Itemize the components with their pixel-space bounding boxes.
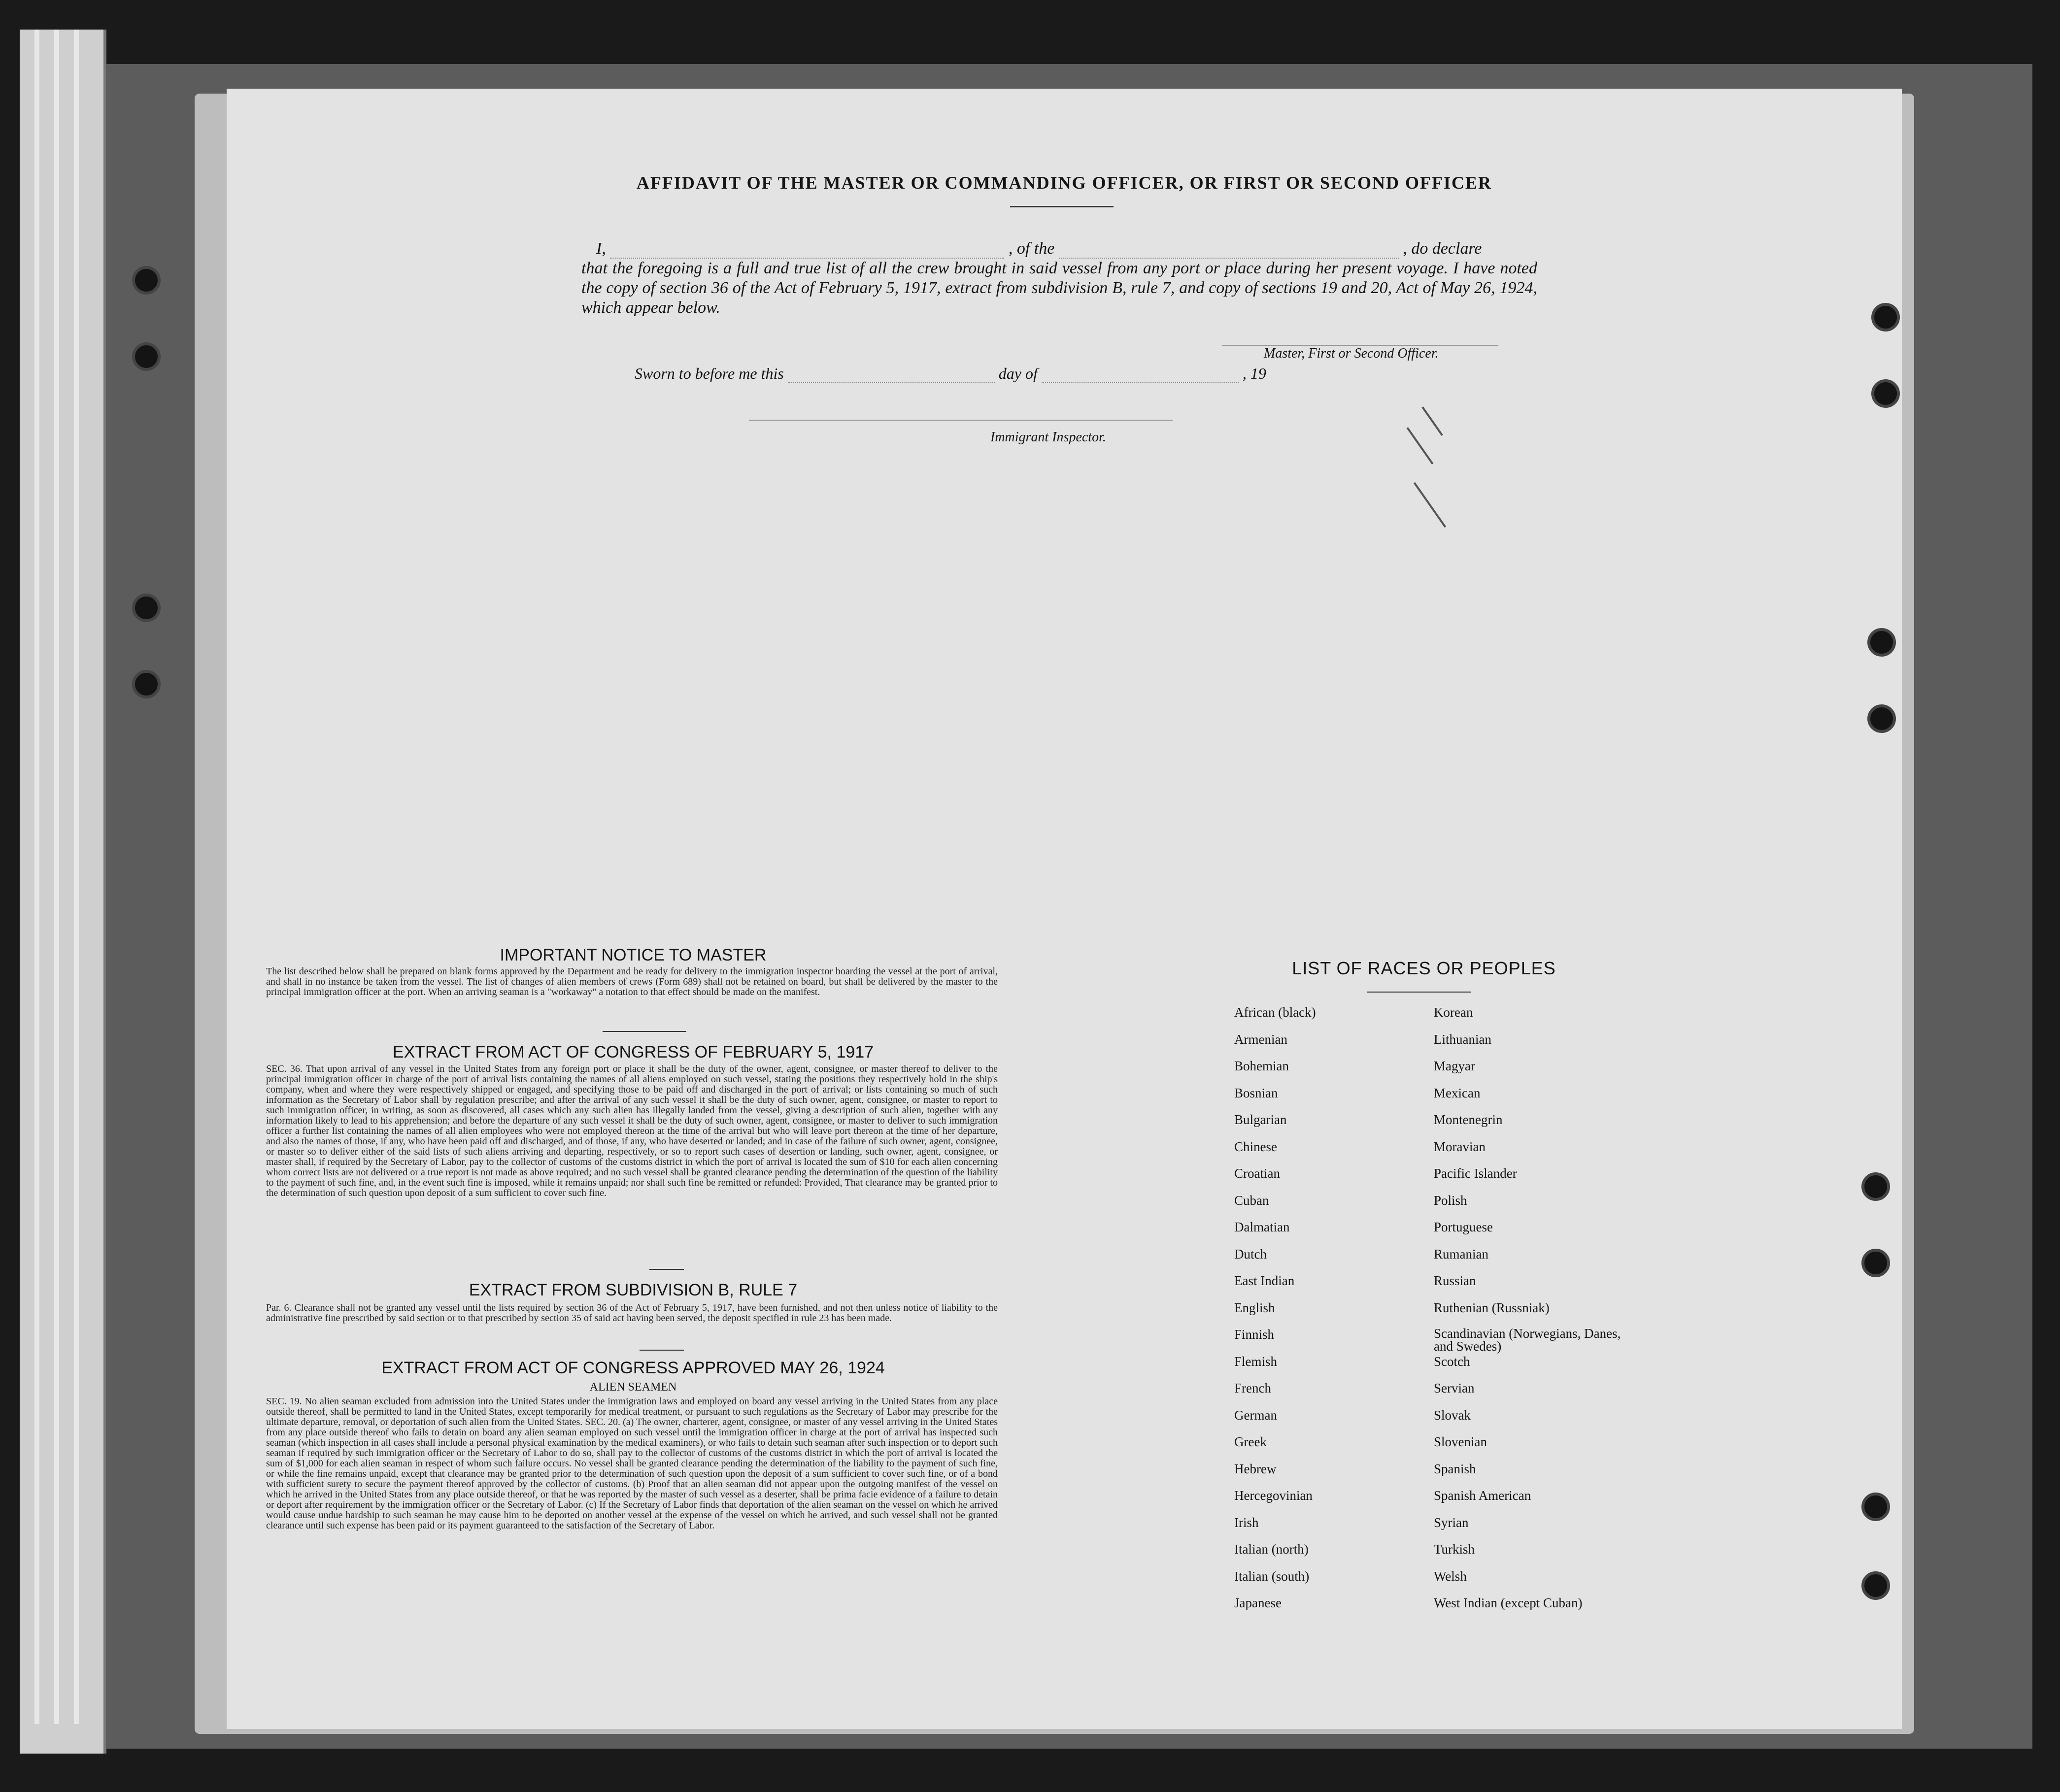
name-field[interactable] xyxy=(610,242,1004,259)
race-item: Bosnian xyxy=(1234,1085,1278,1100)
punch-hole xyxy=(132,342,161,371)
affidavit-title: AFFIDAVIT OF THE MASTER OR COMMANDING OFFICER, OR FIRST OR SECOND OFFICER xyxy=(636,173,1492,193)
rule-7-heading: EXTRACT FROM SUBDIVISION B, RULE 7 xyxy=(469,1281,798,1299)
binder-strip xyxy=(74,30,79,1724)
race-item: English xyxy=(1234,1300,1275,1315)
act-1924-text: SEC. 19. No alien seaman excluded from admission into the United States under the immigration laws and employed on board any vessel arriving in the United States from any place outside thereof, shall be permitted to land in the United States, except temporarily for medical treatment, or pursuant to such regulations as the Secretary of Labor may prescribe for the ultimate departure, removal, or deportation of such alien from the United States. SEC. 20. (a) The owner, charterer, agent, consignee, or master of any vessel arriving in the United States from any place outside thereof who fails to detain on board any alien seaman employed on such vessel until the immigration officer in charge at the port of arrival has inspected such seaman (which inspection in all cases shall include a personal physical examination by the medical examiners), or who fails to detain such seaman after such inspection or to deport such seaman if required by such immigration officer or the Secretary of Labor to do so, shall pay to the collector of customs of the customs district in which the port of arrival is located the sum of $1,000 for each alien seaman in respect of whom such failure occurs. No vessel shall be granted clearance pending the determination of the liability to the payment of such fine, or while the fine remains unpaid, except that clearance may be granted prior to the determination of such question upon the deposit of a sum sufficient to cover such fine, or of a bond with sufficient surety to secure the payment thereof approved by the collector of customs. (b) Proof that an alien seaman did not appear upon the outgoing manifest of the vessel on which he arrived in the United States from any place outside thereof, or that he was reported by the master of such vessel as a deserter, shall be prima facie evidence of a failure to detain or deport after requirement by the immigration officer or the Secretary of Labor. (c) If the Secretary of Labor finds that deportation of the alien seaman on the vessel on which he arrived would cause undue hardship to such seaman he may cause him to be deported on another vessel at the expense of the vessel on which he arrived, and such vessel shall not be granted clearance until such expense has been paid or its payment guaranteed to the satisfaction of the Secretary of Labor. xyxy=(266,1396,998,1531)
race-item: Italian (north) xyxy=(1234,1542,1309,1557)
race-item: Hebrew xyxy=(1234,1461,1277,1476)
year-label: , 19 xyxy=(1242,365,1266,382)
race-item: Syrian xyxy=(1434,1515,1469,1530)
punch-hole xyxy=(132,670,161,698)
race-item: Slovenian xyxy=(1434,1434,1487,1449)
race-item: Bulgarian xyxy=(1234,1112,1287,1127)
race-item: Hercegovinian xyxy=(1234,1488,1313,1503)
section-divider xyxy=(640,1350,684,1351)
punch-hole xyxy=(1861,1249,1890,1277)
race-item: Flemish xyxy=(1234,1354,1278,1369)
of-the-label: , of the xyxy=(1008,239,1055,258)
notice-heading: IMPORTANT NOTICE TO MASTER xyxy=(500,946,767,964)
act-1924-subheading: ALIEN SEAMEN xyxy=(589,1381,677,1394)
binder-spine xyxy=(20,30,106,1754)
punch-hole xyxy=(132,594,161,622)
act-1924-heading: EXTRACT FROM ACT OF CONGRESS APPROVED MAY 26, 1924 xyxy=(381,1359,885,1377)
punch-hole xyxy=(1871,379,1900,408)
sworn-month-field[interactable] xyxy=(1042,366,1239,383)
punch-hole xyxy=(1867,704,1896,733)
race-item: Rumanian xyxy=(1434,1246,1488,1261)
punch-hole xyxy=(1861,1172,1890,1201)
race-item: Portuguese xyxy=(1434,1220,1493,1234)
race-item: Scotch xyxy=(1434,1354,1470,1369)
punch-hole xyxy=(1871,303,1900,332)
race-item: French xyxy=(1234,1381,1271,1395)
inspector-label: Immigrant Inspector. xyxy=(990,430,1106,445)
affidavit-declaration xyxy=(581,239,1537,318)
section-divider xyxy=(649,1269,684,1270)
notice-text: The list described below shall be prepared on blank forms approved by the Department and be ready for delivery to the immigration inspector boarding the vessel at the port of arrival, and shall in no instance be taken from the vessel. The list of changes of alien members of crews (Form 689) shall not be retained on board, but shall be delivered by the master to the principal immigration officer at the port. When an arriving seaman is a "workaway" a notation to that effect should be made on the manifest. xyxy=(266,966,998,997)
sworn-label: Sworn to before me this xyxy=(635,365,784,382)
race-item: Italian (south) xyxy=(1234,1568,1310,1584)
do-declare-label: , do declare xyxy=(1403,239,1482,258)
race-item: Dutch xyxy=(1234,1246,1267,1261)
race-item: Croatian xyxy=(1234,1166,1280,1181)
race-item: Moravian xyxy=(1434,1139,1486,1154)
race-item: Cuban xyxy=(1234,1193,1269,1208)
race-item: West Indian (except Cuban) xyxy=(1434,1595,1583,1610)
race-item: Irish xyxy=(1234,1515,1259,1530)
race-item: Ruthenian (Russniak) xyxy=(1434,1300,1550,1315)
races-heading: LIST OF RACES OR PEOPLES xyxy=(1292,958,1556,978)
act-1917-heading: EXTRACT FROM ACT OF CONGRESS OF FEBRUARY 5, 1917 xyxy=(392,1043,874,1062)
race-item: Armenian xyxy=(1234,1031,1287,1047)
vessel-field[interactable] xyxy=(1059,242,1399,259)
race-item: Pacific Islander xyxy=(1434,1166,1517,1181)
race-item: Bohemian xyxy=(1234,1059,1289,1073)
race-item: Korean xyxy=(1434,1005,1473,1020)
punch-hole xyxy=(1861,1493,1890,1521)
race-item: Spanish xyxy=(1434,1461,1476,1476)
race-item: German xyxy=(1234,1407,1277,1423)
races-left-column xyxy=(1234,1005,1316,1623)
race-item: Lithuanian xyxy=(1434,1031,1491,1047)
sworn-line xyxy=(635,365,1266,383)
i-label: I, xyxy=(596,239,606,258)
race-item: Russian xyxy=(1434,1273,1476,1288)
race-item: Chinese xyxy=(1234,1139,1277,1154)
sworn-day-field[interactable] xyxy=(788,366,995,383)
race-item: Montenegrin xyxy=(1434,1112,1503,1127)
punch-hole xyxy=(1861,1571,1890,1600)
master-signature-label: Master, First or Second Officer. xyxy=(1264,346,1439,361)
race-item: Spanish American xyxy=(1434,1488,1531,1503)
race-item: Dalmatian xyxy=(1234,1220,1290,1234)
day-of-label: day of xyxy=(998,365,1038,382)
race-item: Slovak xyxy=(1434,1407,1471,1423)
rule-7-text: Par. 6. Clearance shall not be granted any vessel until the lists required by section 36 of the Act of February 5, 1917, have been furnished, and not then unless notice of liability to the administrative fine prescribed by said section or to that prescribed by section 35 of said act having been served, the deposit specified in rule 23 has been made. xyxy=(266,1302,998,1324)
punch-hole xyxy=(1867,628,1896,657)
binder-strip xyxy=(34,30,39,1724)
races-underline xyxy=(1367,992,1471,993)
title-underline xyxy=(1010,206,1114,207)
act-1917-text: SEC. 36. That upon arrival of any vessel in the United States from any foreign port or place it shall be the duty of the owner, agent, consignee, or master thereof to deliver to the principal immigration officer in charge of the port of arrival lists containing the names of all aliens employed on such vessel, stating the positions they respectively hold in the ship's company, when and where they were respectively shipped or engaged, and specifying those to be paid off and discharged in the port of arrival; or lists containing so much of such information as the Secretary of Labor shall by regulation prescribe; and after the arrival of any such vessel it shall be the duty of such owner, agent, consignee, or master to report to such immigration officer, in writing, as soon as discovered, all cases which any such alien has illegally landed from the vessel, giving a description of such alien, together with any information likely to lead to his apprehension; and before the departure of any such vessel it shall be the duty of such owner, agent, consignee, or master to deliver to such immigration officer a further list containing the names of all alien employees who were not employed thereon at the time of the arrival but who will leave port thereon at the time of her departure, and also the names of those, if any, who have been paid off and discharged, and of those, if any, who have deserted or landed; and in case of the failure of such owner, agent, consignee, or master so to deliver either of the said lists of such aliens arriving and departing, respectively, or so to report such cases of desertion or landing, such owner, agent, consignee, or master shall, if required by the Secretary of Labor, pay to the collector of customs of the customs district in which the port of arrival is located the sum of $10 for each alien concerning whom correct lists are not delivered or a true report is not made as above required; and no such vessel shall be granted clearance pending the determination of the question of the liability to the payment of such fine, and, in the event such fine is imposed, while it remains unpaid; nor shall such fine be remitted or refunded: Provided, That clearance may be granted prior to the determination of such question upon deposit of a sum sufficient to cover such fine. xyxy=(266,1063,998,1198)
race-item: Greek xyxy=(1234,1434,1267,1449)
race-item: African (black) xyxy=(1234,1005,1316,1020)
race-item: Scandinavian (Norwegians, Danes, and Swedes) xyxy=(1434,1326,1621,1354)
section-divider xyxy=(603,1031,686,1032)
race-item: Turkish xyxy=(1434,1542,1475,1557)
race-item: Finnish xyxy=(1234,1327,1275,1342)
punch-hole xyxy=(132,266,161,295)
declaration-text: that the foregoing is a full and true list of all the crew brought in said vessel from any port or place during her present voyage. I have noted the copy of section 36 of the Act of February 5, 1917, extract from subdivision B, rule 7, and copy of sections 19 and 20, Act of May 26, 1924, which appear below. xyxy=(581,259,1537,317)
race-item: Polish xyxy=(1434,1193,1467,1208)
race-item: East Indian xyxy=(1234,1273,1295,1288)
races-right-column xyxy=(1434,1005,1621,1623)
binder-strip xyxy=(54,30,59,1724)
inspector-signature-line[interactable] xyxy=(749,420,1173,421)
race-item: Mexican xyxy=(1434,1085,1481,1100)
race-item: Japanese xyxy=(1234,1595,1282,1610)
race-item: Welsh xyxy=(1434,1568,1467,1584)
race-item: Magyar xyxy=(1434,1059,1475,1073)
race-item: Servian xyxy=(1434,1381,1475,1395)
